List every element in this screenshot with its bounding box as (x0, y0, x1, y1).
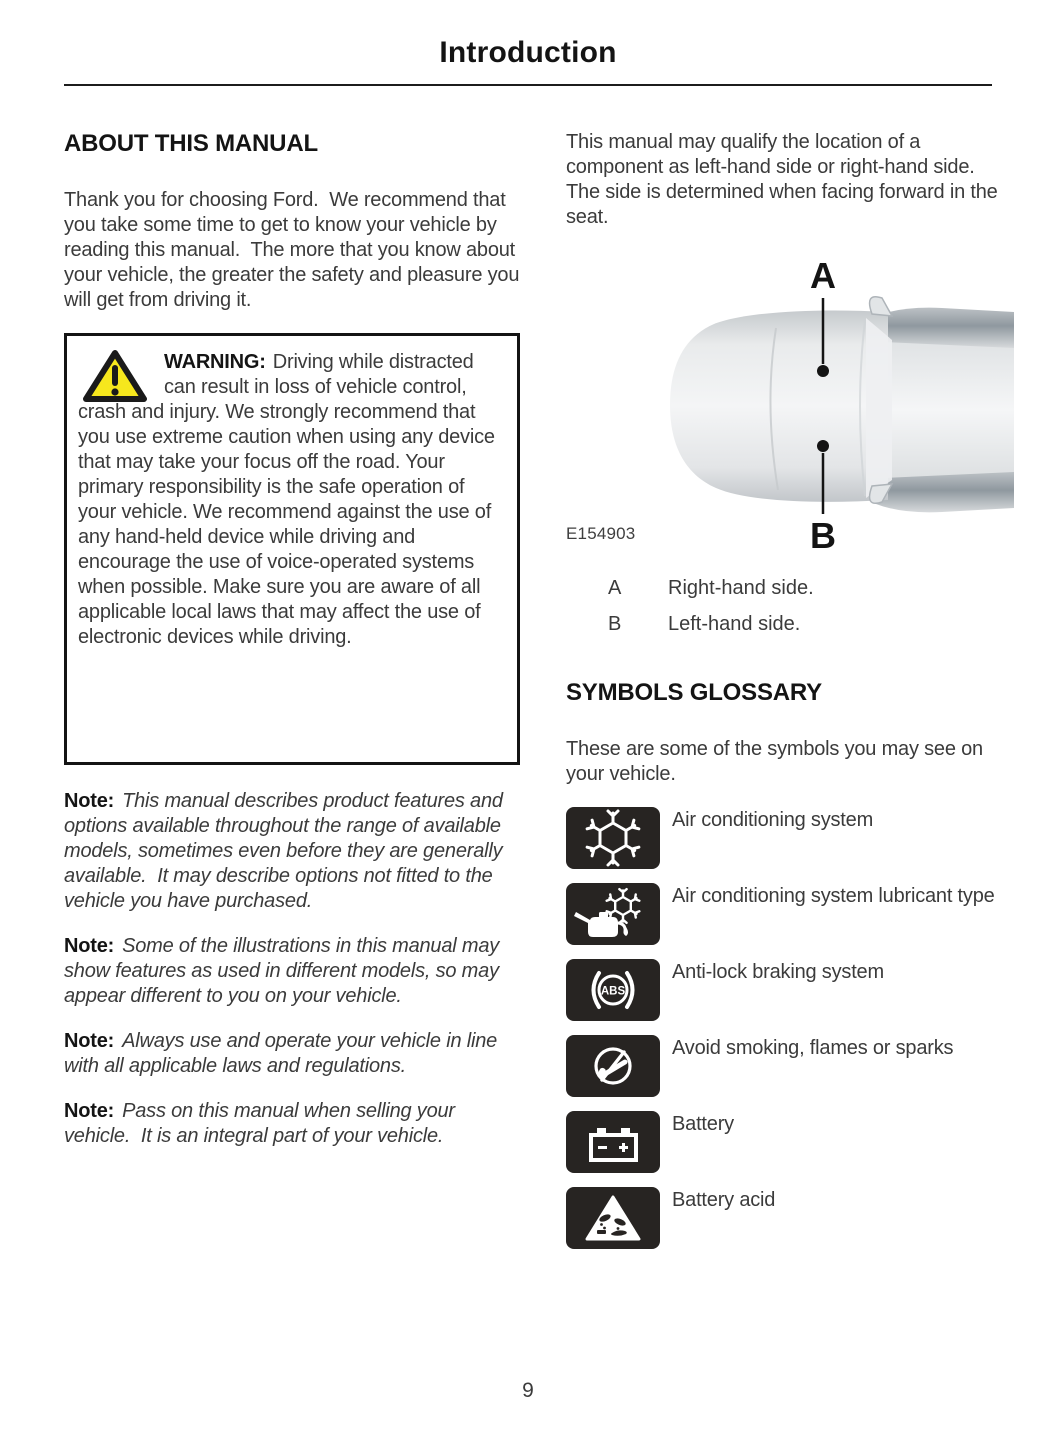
page-title: Introduction (439, 36, 617, 69)
no-smoking-icon (566, 1035, 660, 1097)
note-text: Some of the illustrations in this manual may show features as used in different models, so may appear different to you on your vehicle. (64, 935, 505, 1007)
note-label: Note: (64, 935, 115, 957)
right-column (566, 130, 1014, 1263)
page-footer (0, 1379, 1056, 1403)
side-legend (566, 576, 1014, 637)
ac-lubricant-icon (566, 883, 660, 945)
callout-b-label: B (810, 515, 836, 550)
legend-row-a (566, 576, 1014, 601)
air-conditioning-icon (566, 807, 660, 869)
symbol-label: Anti-lock braking system (672, 961, 884, 983)
note-paragraph-1 (64, 789, 520, 914)
symbol-row (566, 883, 1014, 945)
callout-a-label: A (810, 255, 836, 296)
note-label: Note: (64, 1100, 115, 1122)
vehicle-side-figure (566, 250, 1014, 550)
symbol-label: Air conditioning system (672, 809, 874, 831)
about-heading: ABOUT THIS MANUAL (64, 130, 318, 157)
intro-paragraph: Thank you for choosing Ford. We recommend that you take some time to get to know your vehicle by reading this manual. The more that you know about your vehicle, the greater the safety and pleasure you will get from driving it. (64, 189, 525, 311)
battery-acid-icon (566, 1187, 660, 1249)
left-column (64, 130, 525, 1169)
warning-triangle-icon (78, 350, 164, 394)
content-columns (64, 130, 1003, 1263)
symbols-heading: SYMBOLS GLOSSARY (566, 679, 822, 706)
symbol-row (566, 807, 1014, 869)
note-paragraph-4 (64, 1099, 520, 1149)
location-paragraph: This manual may qualify the location of a component as left-hand side or right-hand side. The side is determined when facing forward in the seat. (566, 131, 1003, 228)
symbol-row (566, 1111, 1014, 1173)
warning-label: WARNING: (164, 351, 266, 373)
symbol-label: Air conditioning system lubricant type (672, 885, 995, 907)
note-paragraph-2 (64, 934, 520, 1009)
legend-row-b (566, 612, 1014, 637)
battery-icon (566, 1111, 660, 1173)
title-divider (64, 84, 992, 86)
legend-key-b: B (608, 613, 622, 635)
page-number: 9 (522, 1379, 534, 1402)
note-text: Pass on this manual when selling your vehicle. It is an integral part of your vehicle. (64, 1100, 461, 1147)
note-text: This manual describes product features and options available throughout the range of available models, sometimes even before they are generally available. It may describe options not fitted to the vehicle you have purchased. (64, 790, 509, 912)
symbol-row (566, 1187, 1014, 1249)
legend-value-a: Right-hand side. (668, 577, 814, 599)
legend-value-b: Left-hand side. (668, 613, 801, 635)
symbols-list (566, 807, 1014, 1249)
note-paragraph-3 (64, 1029, 520, 1079)
abs-icon (566, 959, 660, 1021)
note-label: Note: (64, 790, 115, 812)
note-text: Always use and operate your vehicle in line with all applicable laws and regulations. (64, 1030, 503, 1077)
symbol-row (566, 1035, 1014, 1097)
note-label: Note: (64, 1030, 115, 1052)
svg-text:ABS: ABS (600, 985, 626, 998)
symbol-label: Battery acid (672, 1189, 776, 1211)
car-top-view-illustration (566, 250, 1014, 550)
legend-key-a: A (608, 577, 622, 599)
figure-code: E154903 (566, 524, 636, 543)
symbols-intro: These are some of the symbols you may see on your vehicle. (566, 738, 989, 785)
symbol-label: Avoid smoking, flames or sparks (672, 1037, 954, 1059)
symbol-label: Battery (672, 1113, 734, 1135)
warning-text: Driving while distracted can result in loss of vehicle control, crash and injury. We strongly recommend that you use extreme caution when using any device that may take your focus off the road. Your primary responsibility is the safe operation of your vehicle. We recommend against the use of any hand-held device while driving and encourage the use of voice-operated systems when possible. Make sure you are aware of all applicable local laws that may affect the use of electronic devices while driving. (78, 351, 501, 648)
symbol-row (566, 959, 1014, 1021)
warning-box (64, 333, 520, 765)
